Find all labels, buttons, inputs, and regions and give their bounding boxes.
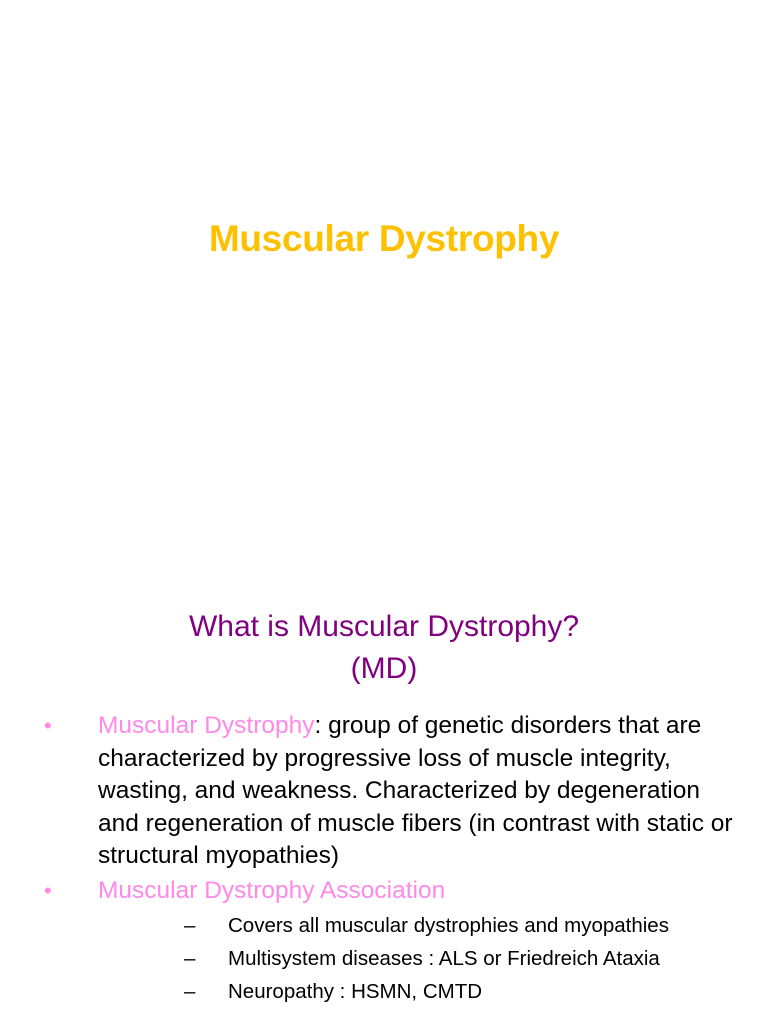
heading-line-2: (MD) — [350, 652, 418, 685]
sub-bullet-item — [98, 942, 738, 975]
sub-bullet-list — [98, 909, 738, 1008]
sub-bullet-text: Multisystem diseases : ALS or Friedreich Ataxia — [228, 947, 660, 970]
bullet-item-definition — [0, 710, 768, 873]
bullet-icon: • — [44, 713, 52, 738]
sub-bullet-text: Covers all muscular dystrophies and myopathies — [228, 914, 669, 937]
heading-line-1: What is Muscular Dystrophy? — [188, 610, 580, 643]
bullet-list — [0, 710, 768, 1010]
bullet-text: : group of genetic disorders that are characterized by progressive loss of muscle integrity, wasting, and weakness. Characterized by degeneration and regeneration of muscle fibers (in contrast with static or structural myopathies) — [98, 712, 733, 869]
slide-title: Muscular Dystrophy — [208, 218, 560, 259]
dash-icon: – — [184, 914, 196, 937]
dash-icon: – — [184, 947, 196, 970]
dash-icon: – — [184, 980, 196, 1003]
bullet-term: Muscular Dystrophy Association — [98, 876, 446, 904]
slide-heading — [40, 606, 728, 690]
bullet-icon: • — [44, 877, 52, 903]
bullet-term: Muscular Dystrophy — [98, 712, 315, 739]
sub-bullet-text: Neuropathy : HSMN, CMTD — [228, 980, 483, 1003]
bullet-item-association — [0, 875, 768, 1009]
content-slide — [0, 576, 768, 1024]
sub-bullet-item — [98, 975, 738, 1008]
sub-bullet-item — [98, 909, 738, 942]
